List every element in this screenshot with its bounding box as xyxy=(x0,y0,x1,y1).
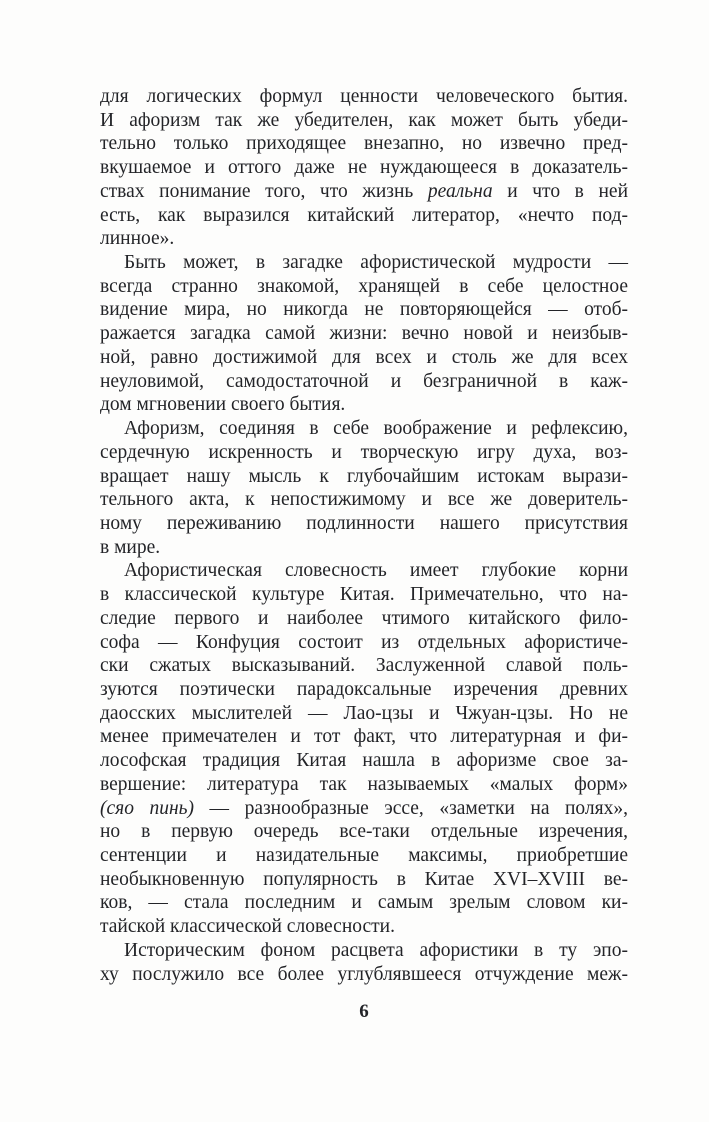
text-line: ной, равно достижимой для всех и столь же для всех xyxy=(100,346,628,368)
text-line: тельного акта, к непостижимому и все же доверитель- xyxy=(100,489,628,511)
text-line: Афористическая словесность имеет глубокие корни xyxy=(124,560,628,582)
text-line: (сяо пинь) — разнообразные эссе, «заметки на полях», xyxy=(100,797,628,819)
page-number: 6 xyxy=(359,1001,369,1022)
text-line: в мире. xyxy=(100,536,161,558)
text-line: даосских мыслителей — Лао-цзы и Чжуан-цзы. Но не xyxy=(100,702,628,724)
text-line: софа — Конфуция состоит из отдельных афористиче- xyxy=(100,631,628,653)
text-line: сентенции и назидательные максимы, приобретшие xyxy=(100,845,628,866)
text-line: сердечную искренность и творческую игру духа, воз- xyxy=(100,441,628,463)
text-line: но в первую очередь все-таки отдельные изречения, xyxy=(100,821,628,843)
text-line: ному переживанию подлинности нашего присутствия xyxy=(100,512,628,534)
text-line: тайской классической словесности. xyxy=(100,916,395,938)
text-line: есть, как выразился китайский литератор, «нечто под- xyxy=(100,204,628,226)
text-line: всегда странно знакомой, хранящей в себе целостное xyxy=(100,275,628,297)
text-line: неуловимой, самодостаточной и безграничной в каж- xyxy=(100,370,628,392)
text-line: И афоризм так же убедителен, как может быть убеди- xyxy=(100,109,628,131)
text-line: менее примечателен и тот факт, что литературная и фи- xyxy=(100,726,628,748)
text-line: вкушаемое и оттого даже не нуждающееся в доказатель- xyxy=(100,157,628,179)
text-line: Афоризм, соединяя в себе воображение и рефлексию, xyxy=(124,418,628,440)
text-line: ху послужило все более углублявшееся отчуждение меж- xyxy=(100,963,628,985)
text-line: вершение: литература так называемых «малых форм» xyxy=(100,773,628,795)
text-line: необыкновенную популярность в Китае XVI–XVIII ве- xyxy=(100,868,628,890)
text-line: ствах понимание того, что жизнь реальна и что в ней xyxy=(100,180,629,202)
text-line: вращает нашу мысль к глубочайшим истокам вырази- xyxy=(100,465,628,487)
text-line: для логических формул ценности человеческого бытия. xyxy=(100,86,628,107)
text-line: ражается загадка самой жизни: вечно новой и неизбыв- xyxy=(100,323,628,345)
text-line: ков, — стала последним и самым зрелым словом ки- xyxy=(100,892,628,914)
text-line: дом мгновении своего бытия. xyxy=(100,394,346,416)
text-line: лософская традиция Китая нашла в афоризме свое за- xyxy=(100,750,628,772)
text-line: Быть может, в загадке афористической мудрости — xyxy=(124,252,628,274)
text-line: следие первого и наиболее чтимого китайского фило- xyxy=(100,607,628,629)
paragraph xyxy=(100,417,628,559)
text-line: тельно только приходящее внезапно, но извечно пред- xyxy=(100,133,628,155)
text-line: линное». xyxy=(100,228,175,250)
paragraph xyxy=(100,559,628,939)
body-text xyxy=(100,85,628,986)
text-line: ски сжатых высказываний. Заслуженной славой поль- xyxy=(100,655,628,677)
text-line: видение мира, но никогда не повторяющейся — отоб- xyxy=(100,299,628,321)
paragraph xyxy=(100,939,628,986)
text-line: Историческим фоном расцвета афористики в ту эпо- xyxy=(124,939,628,961)
paragraph xyxy=(100,85,628,251)
text-line: зуются поэтически парадоксальные изречения древних xyxy=(100,678,628,700)
text-line: в классической культуре Китая. Примечательно, что на- xyxy=(100,584,628,606)
paragraph xyxy=(100,251,628,417)
